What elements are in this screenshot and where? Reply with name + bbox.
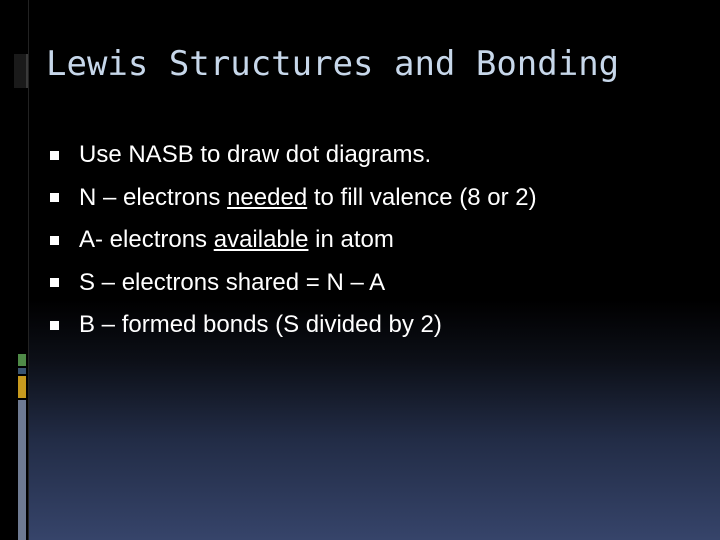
bullet-item [48, 219, 537, 262]
bullet-item [48, 304, 537, 347]
title-accent-line [26, 54, 28, 88]
decor-stripe-gold [18, 376, 26, 398]
underlined-term: available [213, 226, 309, 254]
decor-stripe-green [18, 354, 26, 366]
square-bullet-icon [50, 193, 59, 202]
bullet-item [48, 177, 537, 220]
bullet-text: N – electrons needed to fill valence (8 or 2) [79, 183, 537, 211]
slide-title: Lewis Structures and Bonding [46, 44, 620, 84]
bullet-text: A- electrons available in atom [79, 226, 394, 254]
bullet-list [48, 134, 537, 347]
bullet-text: B – formed bonds (S divided by 2) [79, 311, 442, 339]
square-bullet-icon [50, 151, 59, 160]
title-accent-bar [14, 54, 26, 88]
divider-line [28, 0, 29, 540]
decor-stripe-blue [18, 368, 26, 374]
decor-stripe-gray [18, 400, 26, 540]
square-bullet-icon [50, 236, 59, 245]
underlined-term: needed [227, 183, 308, 211]
bullet-text: S – electrons shared = N – A [79, 268, 386, 296]
bullet-item [48, 134, 537, 177]
bullet-text: Use NASB to draw dot diagrams. [79, 141, 432, 169]
bullet-item [48, 262, 537, 305]
square-bullet-icon [50, 278, 59, 287]
square-bullet-icon [50, 321, 59, 330]
